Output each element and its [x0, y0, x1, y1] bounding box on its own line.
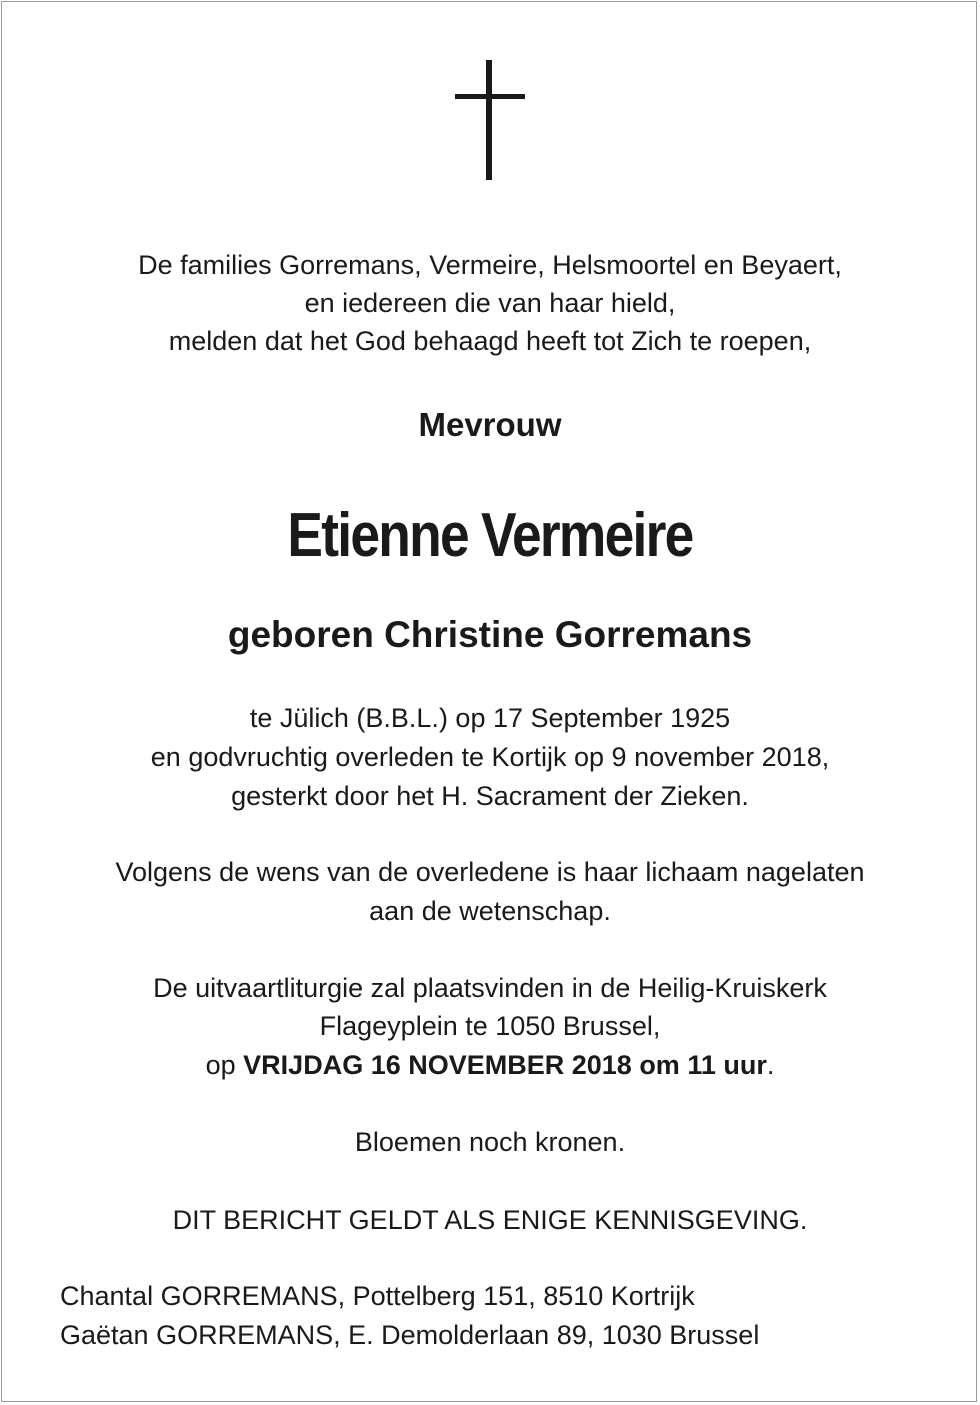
life-line-2: en godvruchtig overleden te Kortijk op 9 november 2018, — [150, 742, 830, 772]
ceremony-suffix: . — [766, 1050, 775, 1080]
ceremony-date: VRIJDAG 16 NOVEMBER 2018 om 11 uur — [243, 1050, 767, 1080]
deceased-name: Etienne Vermeire — [287, 501, 693, 570]
intro-line-1: De families Gorremans, Vermeire, Helsmoortel en Beyaert, — [138, 250, 842, 280]
ceremony-line-1: De uitvaartliturgie zal plaatsvinden in de Heilig-Kruiskerk — [153, 973, 827, 1003]
intro-line-2: en iedereen die van haar hield, — [304, 288, 676, 318]
life-line-3: gesterkt door het H. Sacrament der Zieken. — [231, 781, 749, 811]
notice: DIT BERICHT GELDT ALS ENIGE KENNISGEVING. — [172, 1205, 808, 1235]
contact-1: Chantal GORREMANS, Pottelberg 151, 8510 Kortrijk — [60, 1281, 695, 1311]
contact-2: Gaëtan GORREMANS, E. Demolderlaan 89, 1030 Brussel — [60, 1320, 760, 1350]
ceremony-line-3 — [0, 1046, 980, 1084]
intro-line-3: melden dat het God behaagd heeft tot Zich te roepen, — [168, 326, 812, 356]
wish-line-1: Volgens de wens van de overledene is haar lichaam nagelaten — [115, 857, 865, 887]
life-line-1: te Jülich (B.B.L.) op 17 September 1925 — [249, 703, 731, 733]
wish-line-2: aan de wetenschap. — [369, 896, 611, 926]
ceremony-prefix: op — [205, 1050, 244, 1080]
cross-icon — [455, 60, 525, 180]
ceremony-line-2: Flageyplein te 1050 Brussel, — [319, 1011, 661, 1041]
title: Mevrouw — [418, 406, 562, 443]
flowers-note: Bloemen noch kronen. — [354, 1127, 626, 1157]
birth-name: geboren Christine Gorremans — [227, 614, 753, 655]
